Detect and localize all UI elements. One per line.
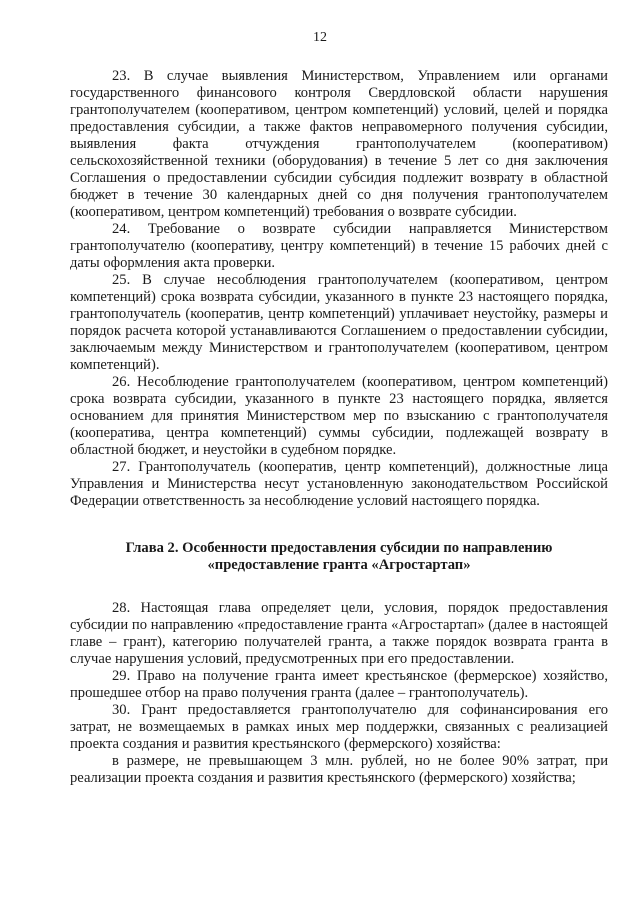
paragraph-29: 29. Право на получение гранта имеет крестьянское (фермерское) хозяйство, прошедшее отбор на право получения гранта (далее – грантополучатель).: [70, 668, 608, 701]
paragraph-26: 26. Несоблюдение грантополучателем (кооперативом, центром компетенций) срока возврата субсидии, указанного в пункте 23 настоящего порядка, является основанием для принятия Министерством мер по взысканию с грантополучателя (кооператива, центра компетенций) суммы субсидии, подлежащей возврату в областной бюджет, и неустойки в судебном порядке.: [70, 374, 608, 458]
chapter-heading-line-1: Глава 2. Особенности предоставления субсидии по направлению: [125, 540, 553, 556]
chapter-heading: [70, 540, 608, 574]
paragraph-28: 28. Настоящая глава определяет цели, условия, порядок предоставления субсидии по направлению «предоставление гранта «Агростартап» (далее в настоящей главе – грант), категорию получателей гранта, а также порядок возврата гранта в случае нарушения условий, предусмотренных при его предоставлении.: [70, 600, 608, 667]
chapter-heading-line-2: «предоставление гранта «Агростартап»: [207, 557, 471, 573]
paragraph-30: 30. Грант предоставляется грантополучателю для софинансирования его затрат, не возмещаемых в рамках иных мер поддержки, связанных с реализацией проекта создания и развития крестьянского (фермерского) хозяйства:: [70, 702, 608, 752]
page-number: 12: [313, 30, 327, 45]
document-body: [70, 68, 608, 787]
paragraph-30-subitem: в размере, не превышающем 3 млн. рублей, но не более 90% затрат, при реализации проекта создания и развития крестьянского (фермерского) хозяйства;: [70, 753, 608, 786]
paragraph-23: 23. В случае выявления Министерством, Управлением или органами государственного финансового контроля Свердловской области нарушения грантополучателем (кооперативом, центром компетенций) условий, целей и порядка предоставления субсидии, а также фактов неправомерного получения субсидии, выявления факта отчуждения грантополучателем (кооперативом) сельскохозяйственной техники (оборудования) в течение 5 лет со дня заключения Соглашения о предоставлении субсидии субсидия подлежит возврату в областной бюджет в течение 30 календарных дней со дня получения грантополучателем (кооперативом, центром компетенций) требования о возврате субсидии.: [70, 68, 608, 220]
paragraph-24: 24. Требование о возврате субсидии направляется Министерством грантополучателю (кооперативу, центру компетенций) в течение 15 рабочих дней с даты оформления акта проверки.: [70, 221, 608, 271]
paragraph-25: 25. В случае несоблюдения грантополучателем (кооперативом, центром компетенций) срока возврата субсидии, указанного в пункте 23 настоящего порядка, грантополучатель (кооператив, центр компетенций) уплачивает неустойку, размеры и порядок расчета которой устанавливаются Соглашением о предоставлении субсидии, заключаемым между Министерством и грантополучателем (кооперативом, центром компетенций).: [70, 272, 608, 373]
paragraph-27: 27. Грантополучатель (кооператив, центр компетенций), должностные лица Управления и Министерства несут установленную законодательством Российской Федерации ответственность за несоблюдение условий настоящего порядка.: [70, 459, 608, 509]
